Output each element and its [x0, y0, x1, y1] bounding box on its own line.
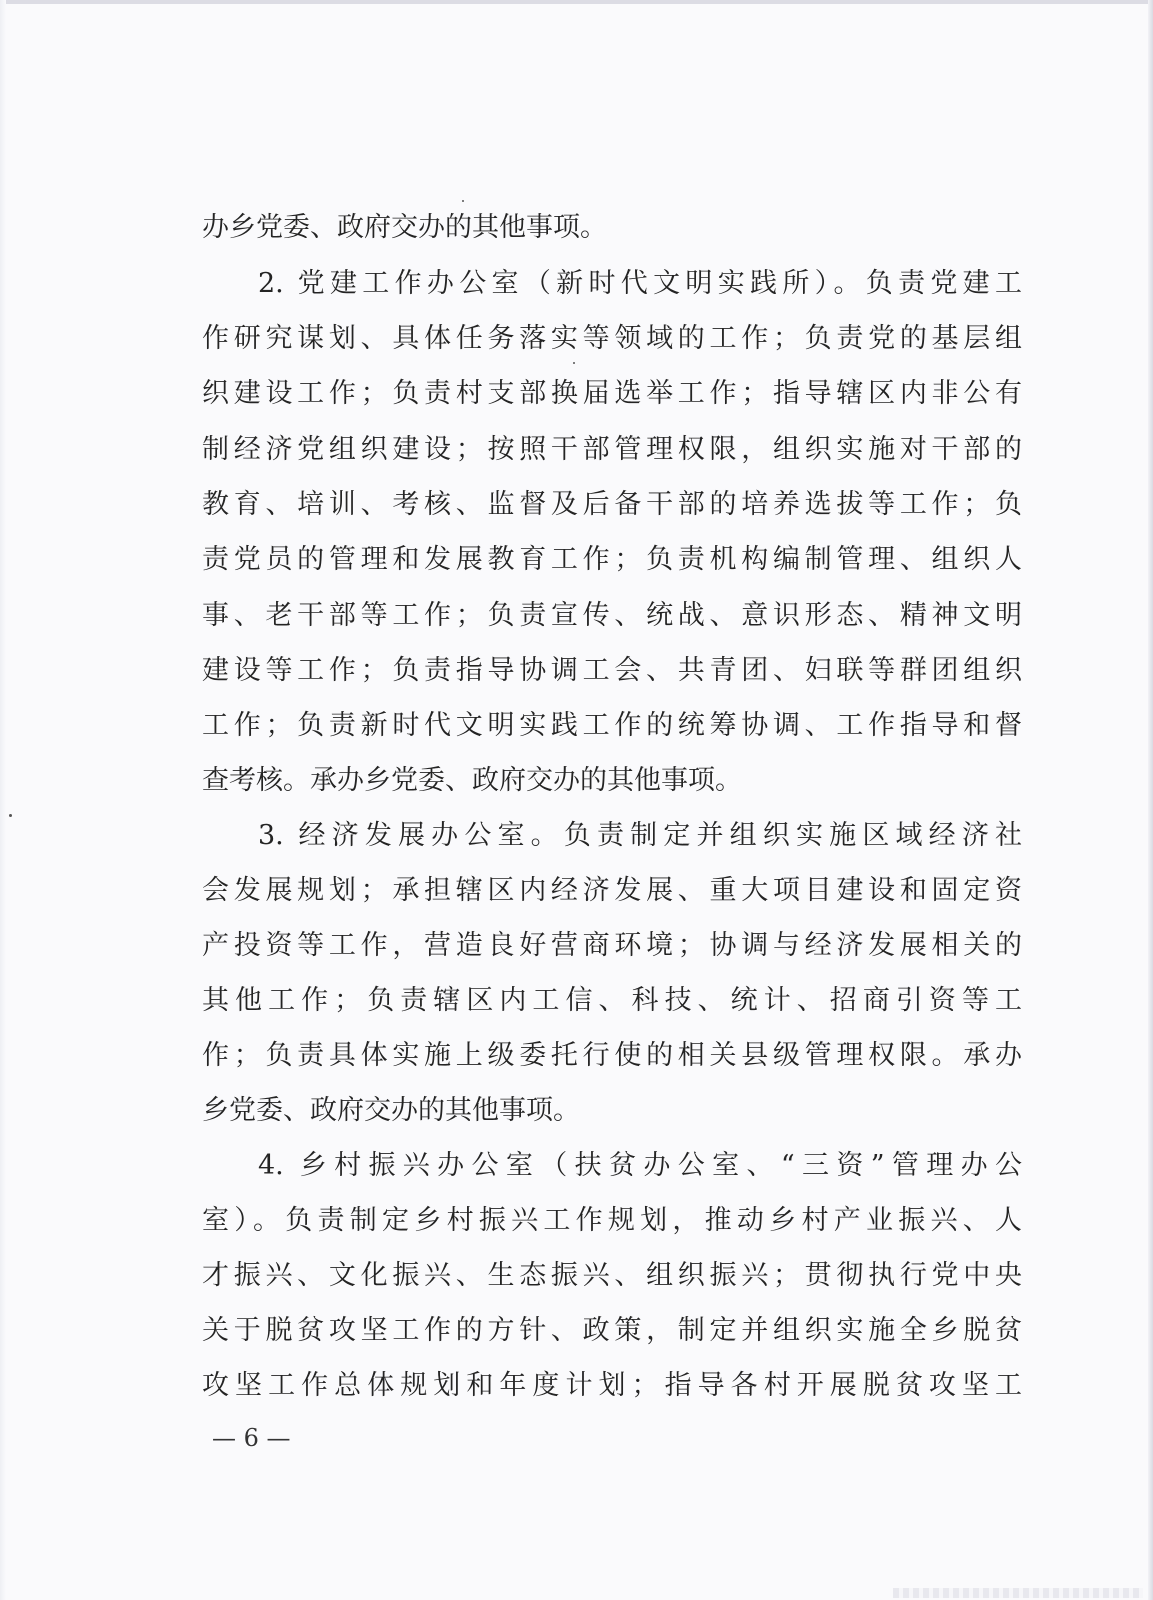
text-line: 办乡党委、政府交办的其他事项。	[202, 212, 607, 243]
text-line: 产投资等工作，营造良好营商环境；协调与经济发展相关的	[202, 930, 1022, 961]
scan-edge-right	[1148, 0, 1153, 1600]
text-line: 制经济党组织建设；按照干部管理权限，组织实施对干部的	[202, 434, 1022, 465]
paragraph-start-line: 2. 党建工作办公室（新时代文明实践所）。负责党建工	[258, 268, 1022, 299]
text-line: 室）。负责制定乡村振兴工作规划，推动乡村产业振兴、人	[202, 1205, 1022, 1236]
paragraph-start-line: 3. 经济发展办公室。负责制定并组织实施区域经济社	[258, 820, 1022, 851]
text-line: 才振兴、文化振兴、生态振兴、组织振兴；贯彻执行党中央	[202, 1260, 1022, 1291]
text-line: 责党员的管理和发展教育工作；负责机构编制管理、组织人	[202, 544, 1022, 575]
scan-edge-left	[0, 0, 6, 1600]
text-line: 事、老干部等工作；负责宣传、统战、意识形态、精神文明	[202, 600, 1022, 631]
text-line: 乡党委、政府交办的其他事项。	[202, 1095, 580, 1126]
text-line: 教育、培训、考核、监督及后备干部的培养选拔等工作；负	[202, 489, 1022, 520]
text-line: 查考核。承办乡党委、政府交办的其他事项。	[202, 765, 742, 796]
scan-edge-top	[0, 0, 1153, 4]
text-line: 关于脱贫攻坚工作的方针、政策，制定并组织实施全乡脱贫	[202, 1315, 1022, 1346]
scan-noise-strip	[893, 1588, 1143, 1598]
text-line: 攻坚工作总体规划和年度计划；指导各村开展脱贫攻坚工	[202, 1370, 1022, 1401]
text-line: 其他工作；负责辖区内工信、科技、统计、招商引资等工	[202, 985, 1022, 1016]
text-line: 建设等工作；负责指导协调工会、共青团、妇联等群团组织	[202, 655, 1022, 686]
page-number: — 6 —	[212, 1424, 291, 1452]
text-line: 会发展规划；承担辖区内经济发展、重大项目建设和固定资	[202, 875, 1022, 906]
scan-speck	[9, 814, 12, 817]
text-line: 织建设工作；负责村支部换届选举工作；指导辖区内非公有	[202, 378, 1022, 409]
paragraph-start-line: 4. 乡村振兴办公室（扶贫办公室、“三资”管理办公	[258, 1150, 1022, 1181]
text-line: 作研究谋划、具体任务落实等领域的工作；负责党的基层组	[202, 323, 1022, 354]
text-line: 作；负责具体实施上级委托行使的相关县级管理权限。承办	[202, 1040, 1022, 1071]
text-line: 工作；负责新时代文明实践工作的统筹协调、工作指导和督	[202, 710, 1022, 741]
